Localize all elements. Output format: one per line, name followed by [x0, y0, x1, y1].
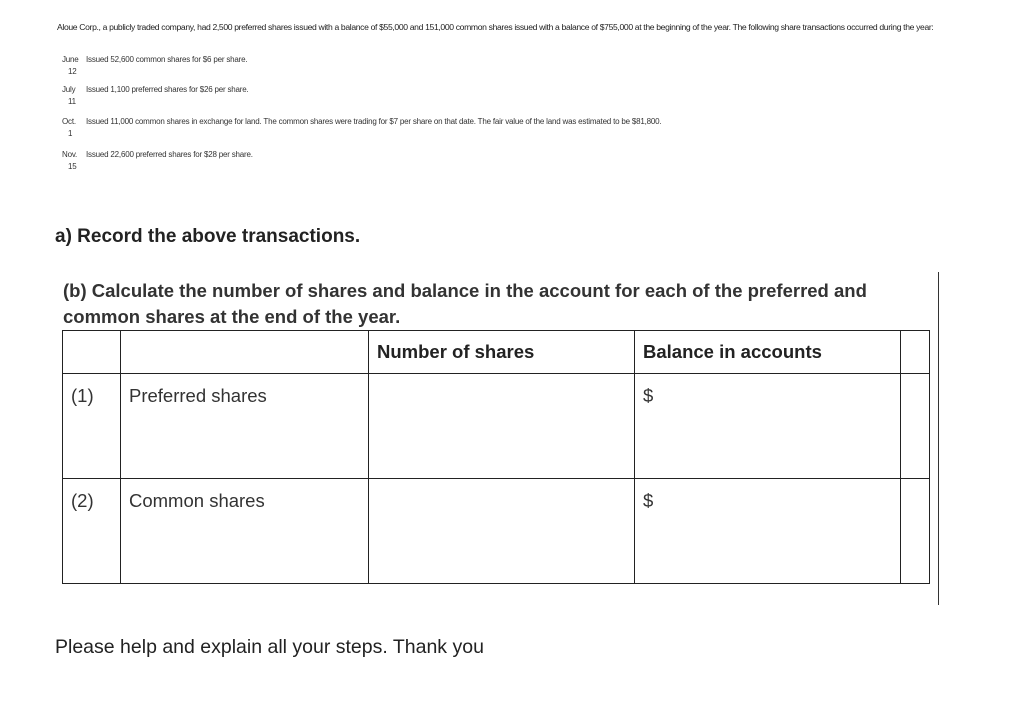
table-header-row [63, 331, 930, 374]
question-b: (b) Calculate the number of shares and balance in the account for each of the preferred and common shares at the end of the year. [63, 280, 867, 327]
transaction-text: Issued 52,600 common shares for $6 per share. [86, 55, 248, 64]
problem-intro: Aloue Corp., a publicly traded company, had 2,500 preferred shares issued with a balance of $55,000 and 151,000 common shares issued with a balance of $755,000 at the beginning of the year. The following share transactions occurred during the year: [57, 22, 934, 32]
dollar-sign: $ [643, 385, 654, 406]
table-row [63, 374, 930, 479]
answer-table [62, 330, 930, 584]
table-row [63, 479, 930, 584]
transaction-day: 15 [68, 162, 77, 171]
extra-cell [901, 374, 930, 479]
transaction-month: Nov. [62, 150, 78, 159]
transaction-month: Oct. [62, 117, 76, 126]
common-balance-cell[interactable] [635, 479, 901, 584]
dollar-sign: $ [643, 490, 654, 511]
row-label: Preferred shares [129, 385, 267, 406]
header-balance-in-accounts: Balance in accounts [635, 331, 901, 374]
transaction-text: Issued 22,600 preferred shares for $28 per share. [86, 150, 253, 159]
transaction-day: 12 [68, 67, 77, 76]
margin-divider [938, 272, 939, 605]
transaction-day: 1 [68, 129, 73, 138]
transaction-oct [62, 117, 662, 138]
transaction-month: July [62, 85, 76, 94]
header-cell-label [121, 331, 369, 374]
preferred-shares-count-cell[interactable] [369, 374, 635, 479]
row-number: (1) [71, 385, 94, 406]
transaction-nov [62, 150, 253, 171]
row-number: (2) [71, 490, 94, 511]
extra-cell [901, 479, 930, 584]
transaction-text: Issued 1,100 preferred shares for $26 per share. [86, 85, 249, 94]
header-cell-num [63, 331, 121, 374]
header-cell-extra [901, 331, 930, 374]
transaction-june [62, 55, 248, 76]
transaction-text: Issued 11,000 common shares in exchange for land. The common shares were trading for $7 per share on that date. The fair value of the land was estimated to be $81,800. [86, 117, 662, 126]
footer-note: Please help and explain all your steps. Thank you [55, 636, 484, 658]
row-label: Common shares [129, 490, 265, 511]
question-a: a) Record the above transactions. [55, 226, 361, 247]
transaction-july [62, 85, 249, 106]
transaction-day: 11 [68, 97, 76, 106]
common-shares-count-cell[interactable] [369, 479, 635, 584]
preferred-balance-cell[interactable] [635, 374, 901, 479]
transaction-month: June [62, 55, 79, 64]
header-number-of-shares: Number of shares [369, 331, 635, 374]
